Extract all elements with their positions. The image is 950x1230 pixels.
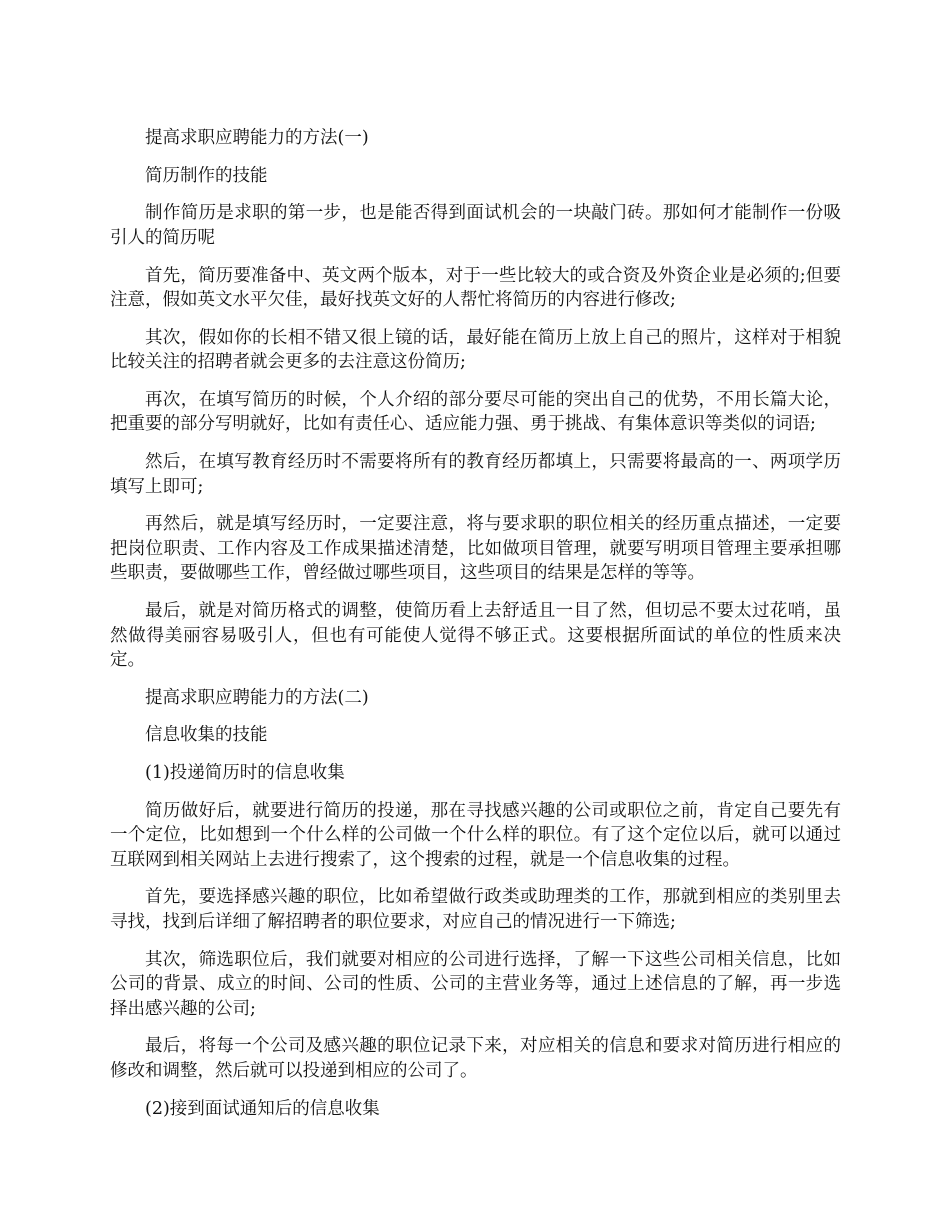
paragraph-delivery-intro: 简历做好后，就要进行简历的投递，那在寻找感兴趣的公司或职位之前，肯定自己要先有一个定位，比如想到一个什么样的公司做一个什么样的职位。有了这个定位以后，就可以通过互联网到相关网站上去进行搜索了，这个搜索的过程，就是一个信息收集的过程。 <box>110 800 841 870</box>
subsection-title-resume-skills: 简历制作的技能 <box>145 165 268 186</box>
subheading-interview-notice: (2)接到面试通知后的信息收集 <box>145 1098 380 1119</box>
subsection-title-info-skills: 信息收集的技能 <box>145 725 268 746</box>
paragraph-first: 首先，简历要准备中、英文两个版本，对于一些比较大的或合资及外资企业是必须的;但要注意，假如英文水平欠佳，最好找英文好的人帮忙将简历的内容进行修改; <box>110 265 841 311</box>
paragraph-third: 再次，在填写简历的时候，个人介绍的部分要尽可能的突出自己的优势，不用长篇大论，把重要的部分写明就好，比如有责任心、适应能力强、勇于挑战、有集体意识等类似的词语; <box>110 389 841 435</box>
paragraph-then: 然后，在填写教育经历时不需要将所有的教育经历都填上，只需要将最高的一、两项学历填写上即可; <box>110 452 841 497</box>
paragraph-second: 其次，假如你的长相不错又很上镜的话，最好能在简历上放上自己的照片，这样对于相貌比较关注的招聘者就会更多的去注意这份简历; <box>110 327 841 373</box>
paragraph-delivery-second: 其次，筛选职位后，我们就要对相应的公司进行选择，了解一下这些公司相关信息，比如公司的背景、成立的时间、公司的性质、公司的主营业务等，通过上述信息的了解，再一步选择出感兴趣的公司; <box>110 949 841 1019</box>
document-page <box>110 126 841 1134</box>
paragraph-finally: 最后，就是对简历格式的调整，使简历看上去舒适且一目了然，但切忌不要太过花哨，虽然做得美丽容易吸引人，但也有可能使人觉得不够正式。这要根据所面试的单位的性质来决定。 <box>110 601 841 670</box>
paragraph-delivery-first: 首先，要选择感兴趣的职位，比如希望做行政类或助理类的工作，那就到相应的类别里去寻找，找到后详细了解招聘者的职位要求，对应自己的情况进行一下筛选; <box>110 887 841 932</box>
subheading-resume-delivery: (1)投递简历时的信息收集 <box>145 763 345 784</box>
paragraph-after-that: 再然后，就是填写经历时，一定要注意，将与要求职的职位相关的经历重点描述，一定要把岗位职责、工作内容及工作成果描述清楚，比如做项目管理，就要写明项目管理主要承担哪些职责，要做哪些工作，曾经做过哪些项目，这些项目的结果是怎样的等等。 <box>110 514 841 584</box>
section-title-2: 提高求职应聘能力的方法(二) <box>145 687 369 708</box>
paragraph-intro: 制作简历是求职的第一步，也是能否得到面试机会的一块敲门砖。那如何才能制作一份吸引人的简历呢 <box>110 203 841 248</box>
section-title-1: 提高求职应聘能力的方法(一) <box>145 128 369 148</box>
paragraph-delivery-finally: 最后，将每一个公司及感兴趣的职位记录下来，对应相关的信息和要求对简历进行相应的修改和调整，然后就可以投递到相应的公司了。 <box>110 1036 841 1081</box>
